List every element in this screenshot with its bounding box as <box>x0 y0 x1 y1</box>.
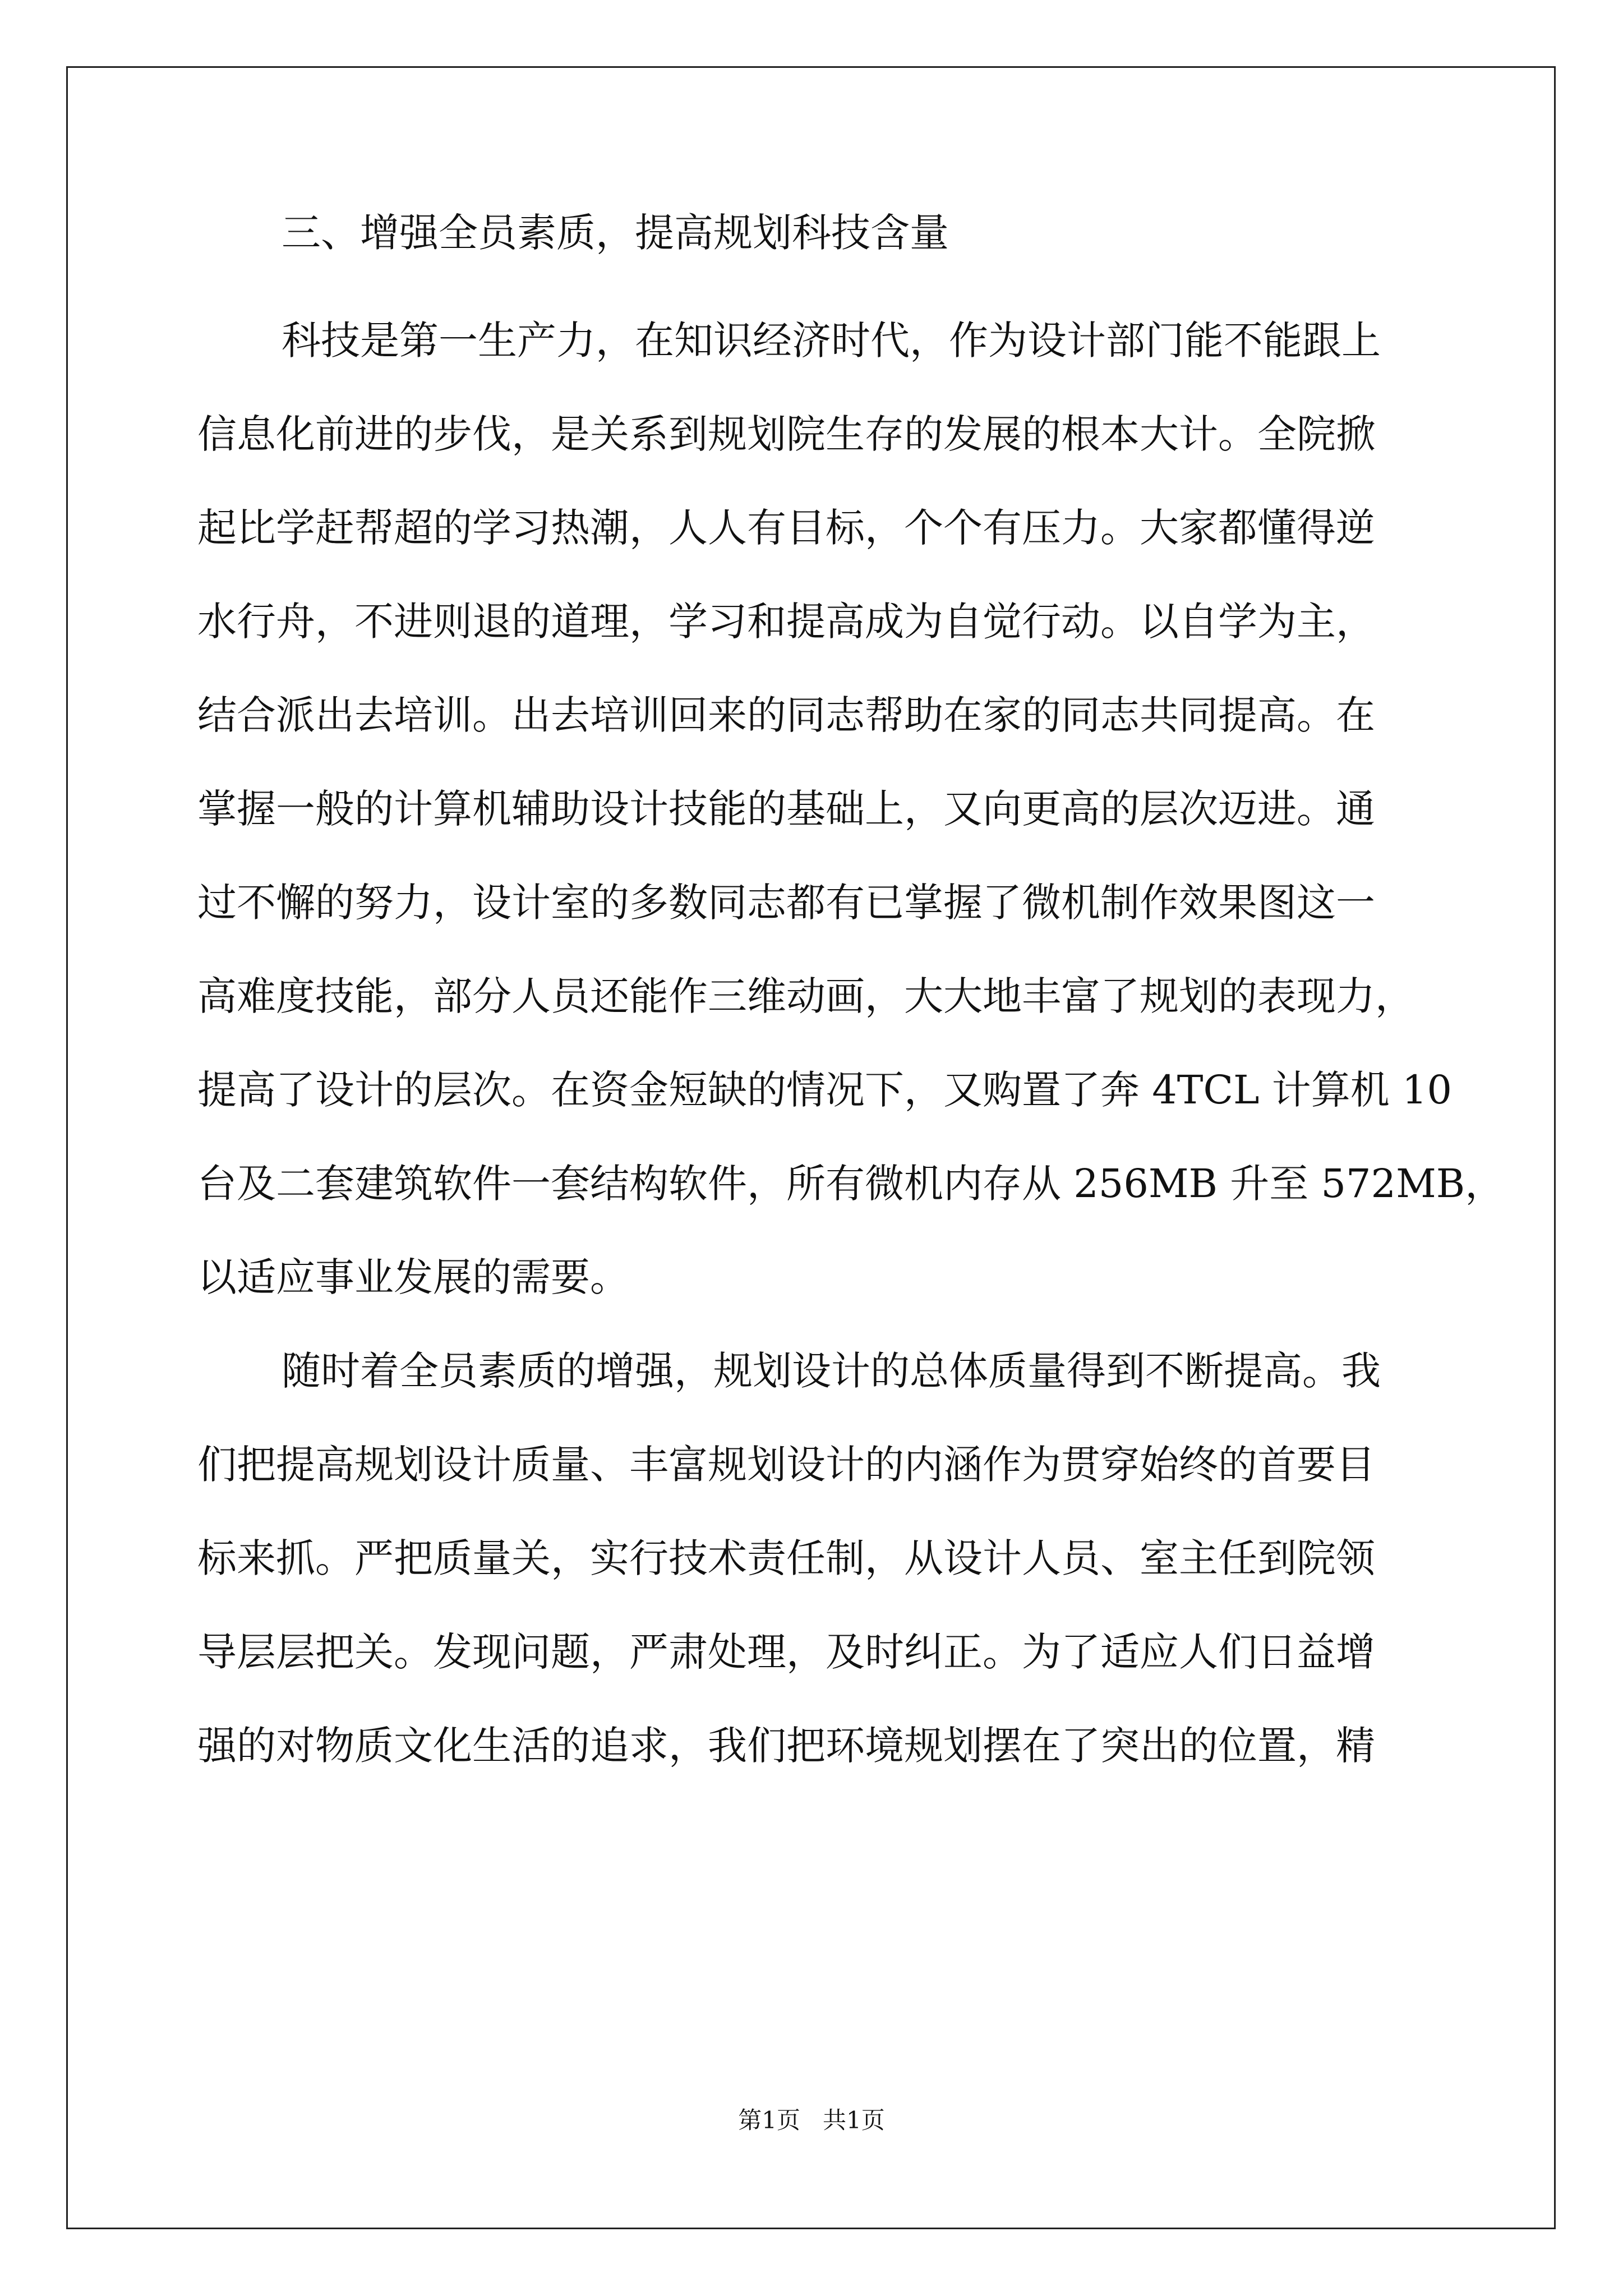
text-line: 提高了设计的层次。在资金短缺的情况下，又购置了奔 4TCL 计算机 10 <box>197 1067 1453 1113</box>
text-line: 台及二套建筑软件一套结构软件，所有微机内存从 256MB 升至 572MB， <box>197 1161 1505 1207</box>
text-line: 强的对物质文化生活的追求，我们把环境规划摆在了突出的位置，精 <box>197 1723 1375 1769</box>
section-heading: 三、增强全员素质，提高规划科技含量 <box>282 210 949 256</box>
paragraph-1 <box>197 294 1505 1324</box>
text-line: 以适应事业发展的需要。 <box>197 1254 629 1300</box>
paragraph-2 <box>197 1324 1431 1793</box>
page-footer: 第1页 共1页 <box>738 2106 885 2134</box>
text-line: 过不懈的努力，设计室的多数同志都有已掌握了微机制作效果图这一 <box>197 880 1375 926</box>
document-body <box>197 208 1505 1793</box>
text-line: 起比学赶帮超的学习热潮，人人有目标，个个有压力。大家都懂得逆 <box>197 505 1375 551</box>
text-line: 信息化前进的步伐，是关系到规划院生存的发展的根本大计。全院掀 <box>197 411 1375 457</box>
text-line: 导层层把关。发现问题，严肃处理，及时纠正。为了适应人们日益增 <box>197 1629 1375 1675</box>
text-line: 们把提高规划设计质量、丰富规划设计的内涵作为贯穿始终的首要目 <box>197 1442 1375 1488</box>
text-line: 科技是第一生产力，在知识经济时代，作为设计部门能不能跟上 <box>282 318 1381 364</box>
text-line: 高难度技能，部分人员还能作三维动画，大大地丰富了规划的表现力， <box>197 973 1414 1019</box>
text-line: 水行舟，不进则退的道理，学习和提高成为自觉行动。以自学为主， <box>197 599 1375 645</box>
text-line: 随时着全员素质的增强，规划设计的总体质量得到不断提高。我 <box>282 1348 1381 1394</box>
text-line: 标来抓。严把质量关，实行技术责任制，从设计人员、室主任到院领 <box>197 1535 1375 1581</box>
text-line: 掌握一般的计算机辅助设计技能的基础上，又向更高的层次迈进。通 <box>197 786 1375 832</box>
text-line: 结合派出去培训。出去培训回来的同志帮助在家的同志共同提高。在 <box>197 692 1375 738</box>
